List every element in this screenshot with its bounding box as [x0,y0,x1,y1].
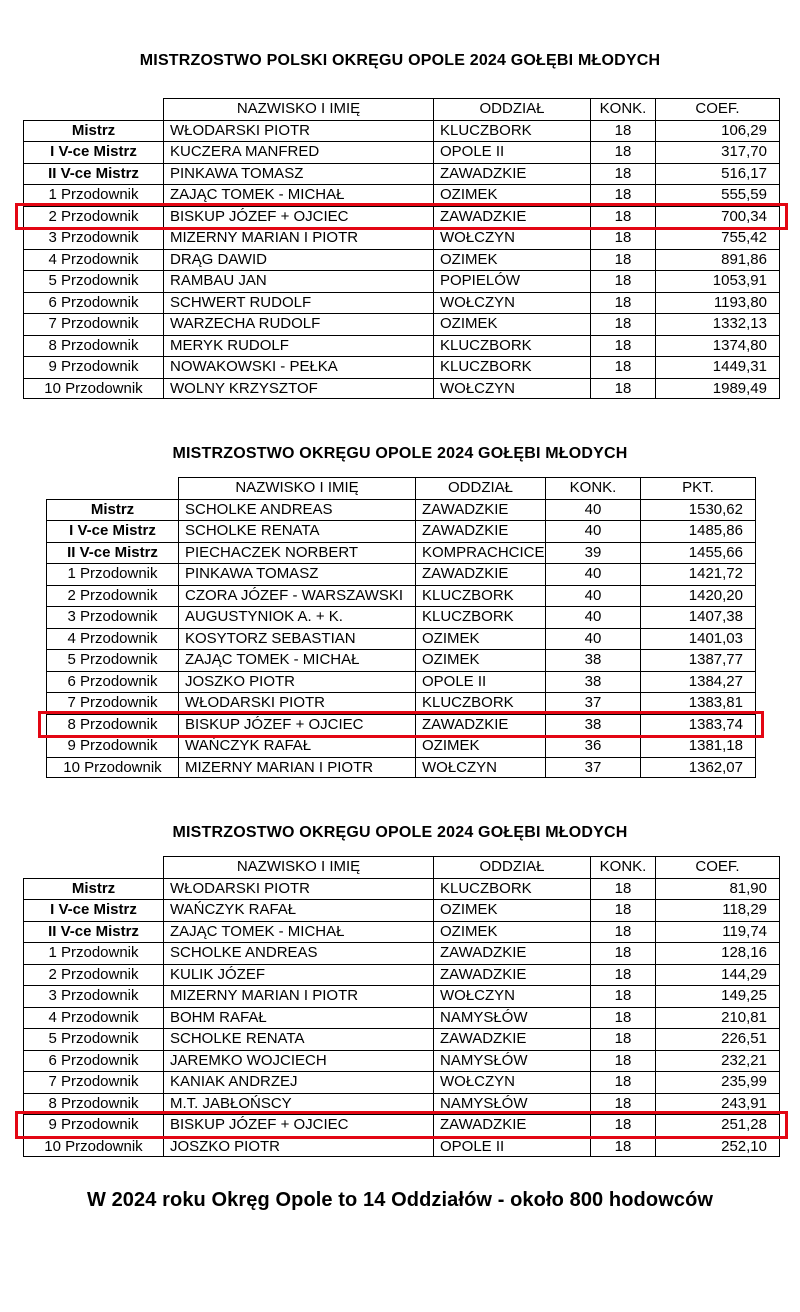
table-row [46,735,756,757]
cell-rank: 10 Przodownik [46,757,178,779]
cell-konk: 38 [545,649,640,671]
cell-name: PINKAWA TOMASZ [163,163,433,185]
table-row-highlighted [23,1114,780,1136]
cell-konk: 18 [590,899,655,921]
cell-value: 1381,18 [640,735,756,757]
cell-rank: 3 Przodownik [23,227,163,249]
cell-rank: 3 Przodownik [46,606,178,628]
cell-value: 128,16 [655,942,780,964]
cell-name: SCHOLKE RENATA [178,520,415,542]
cell-rank: 6 Przodownik [23,292,163,314]
cell-branch: WOŁCZYN [415,757,545,779]
cell-value: 1332,13 [655,313,780,335]
cell-konk: 18 [590,184,655,206]
document-page [0,52,800,1212]
cell-konk: 18 [590,878,655,900]
column-header-name: NAZWISKO I IMIĘ [163,98,433,120]
cell-rank: I V-ce Mistrz [23,141,163,163]
cell-konk: 18 [590,1114,655,1136]
cell-branch: POPIELÓW [433,270,590,292]
cell-rank: II V-ce Mistrz [46,542,178,564]
cell-value: 700,34 [655,206,780,228]
cell-name: M.T. JABŁOŃSCY [163,1093,433,1115]
table-row [23,313,780,335]
cell-value: 243,91 [655,1093,780,1115]
cell-value: 1455,66 [640,542,756,564]
cell-branch: OZIMEK [433,921,590,943]
cell-rank: 7 Przodownik [23,313,163,335]
cell-konk: 40 [545,628,640,650]
cell-name: MIZERNY MARIAN I PIOTR [163,985,433,1007]
cell-konk: 18 [590,313,655,335]
cell-branch: OPOLE II [433,141,590,163]
cell-name: BISKUP JÓZEF + OJCIEC [163,1114,433,1136]
table-row [46,563,756,585]
table-row [46,606,756,628]
cell-rank: 5 Przodownik [23,270,163,292]
cell-value: 1449,31 [655,356,780,378]
cell-name: MIZERNY MARIAN I PIOTR [163,227,433,249]
cell-rank: 7 Przodownik [23,1071,163,1093]
table-row [23,985,780,1007]
column-header-branch: ODDZIAŁ [415,477,545,499]
cell-name: MIZERNY MARIAN I PIOTR [178,757,415,779]
cell-konk: 18 [590,227,655,249]
cell-rank: 5 Przodownik [46,649,178,671]
cell-branch: ZAWADZKIE [433,163,590,185]
cell-branch: KLUCZBORK [433,878,590,900]
cell-name: WŁODARSKI PIOTR [163,878,433,900]
cell-konk: 40 [545,563,640,585]
table-row [23,942,780,964]
table-row [23,270,780,292]
cell-value: 251,28 [655,1114,780,1136]
column-header-value: PKT. [640,477,756,499]
table-mistrzostwo-okregu-coef [23,856,780,1157]
cell-konk: 18 [590,378,655,400]
cell-value: 1374,80 [655,335,780,357]
table-row [23,1071,780,1093]
cell-rank: Mistrz [23,120,163,142]
cell-rank: I V-ce Mistrz [23,899,163,921]
header-spacer [23,856,163,878]
cell-branch: KLUCZBORK [415,585,545,607]
cell-rank: 9 Przodownik [46,735,178,757]
cell-branch: KOMPRACHCICE [415,542,545,564]
cell-konk: 18 [590,163,655,185]
cell-name: KULIK JÓZEF [163,964,433,986]
cell-value: 226,51 [655,1028,780,1050]
cell-value: 1485,86 [640,520,756,542]
cell-rank: 9 Przodownik [23,356,163,378]
cell-value: 1530,62 [640,499,756,521]
cell-value: 1193,80 [655,292,780,314]
cell-konk: 18 [590,1093,655,1115]
cell-name: WARZECHA RUDOLF [163,313,433,335]
table3-title: MISTRZOSTWO OKRĘGU OPOLE 2024 GOŁĘBI MŁODYCH [172,824,628,841]
column-header-konk: KONK. [545,477,640,499]
cell-konk: 40 [545,520,640,542]
table-header-row [46,477,756,499]
cell-branch: ZAWADZKIE [433,1114,590,1136]
cell-name: WOLNY KRZYSZTOF [163,378,433,400]
cell-name: DRĄG DAWID [163,249,433,271]
cell-value: 1053,91 [655,270,780,292]
footer-note: W 2024 roku Okręg Opole to 14 Oddziałów - około 800 hodowców [86,1189,714,1211]
cell-rank: 5 Przodownik [23,1028,163,1050]
cell-konk: 40 [545,606,640,628]
table-row [23,120,780,142]
cell-value: 252,10 [655,1136,780,1158]
cell-branch: KLUCZBORK [415,606,545,628]
cell-rank: 3 Przodownik [23,985,163,1007]
cell-value: 755,42 [655,227,780,249]
table-row [23,1136,780,1158]
table-row [23,249,780,271]
cell-name: BOHM RAFAŁ [163,1007,433,1029]
column-header-branch: ODDZIAŁ [433,98,590,120]
cell-konk: 18 [590,249,655,271]
table-row [23,1007,780,1029]
cell-konk: 39 [545,542,640,564]
column-header-value: COEF. [655,856,780,878]
cell-branch: OPOLE II [433,1136,590,1158]
cell-branch: NAMYSŁÓW [433,1050,590,1072]
cell-value: 1420,20 [640,585,756,607]
cell-branch: OZIMEK [433,899,590,921]
table-row [46,692,756,714]
table-row [23,921,780,943]
cell-rank: 4 Przodownik [23,249,163,271]
cell-rank: 2 Przodownik [23,206,163,228]
table-header-row [23,98,780,120]
cell-branch: NAMYSŁÓW [433,1093,590,1115]
cell-rank: II V-ce Mistrz [23,163,163,185]
column-header-konk: KONK. [590,98,655,120]
cell-rank: 1 Przodownik [46,563,178,585]
cell-name: WŁODARSKI PIOTR [163,120,433,142]
cell-konk: 18 [590,942,655,964]
cell-konk: 18 [590,964,655,986]
cell-name: SCHOLKE RENATA [163,1028,433,1050]
cell-name: BISKUP JÓZEF + OJCIEC [163,206,433,228]
cell-rank: 10 Przodownik [23,378,163,400]
cell-branch: ZAWADZKIE [415,499,545,521]
cell-name: SCHOLKE ANDREAS [178,499,415,521]
table-row [23,184,780,206]
cell-branch: ZAWADZKIE [415,714,545,736]
cell-branch: KLUCZBORK [433,335,590,357]
cell-value: 235,99 [655,1071,780,1093]
table-row [23,1028,780,1050]
cell-value: 555,59 [655,184,780,206]
table-row [23,964,780,986]
cell-konk: 18 [590,1007,655,1029]
cell-value: 1383,74 [640,714,756,736]
cell-konk: 18 [590,141,655,163]
cell-branch: WOŁCZYN [433,292,590,314]
cell-konk: 38 [545,671,640,693]
cell-name: ZAJĄC TOMEK - MICHAŁ [163,921,433,943]
cell-konk: 18 [590,1071,655,1093]
column-header-branch: ODDZIAŁ [433,856,590,878]
cell-name: ZAJĄC TOMEK - MICHAŁ [178,649,415,671]
cell-name: BISKUP JÓZEF + OJCIEC [178,714,415,736]
cell-name: ZAJĄC TOMEK - MICHAŁ [163,184,433,206]
cell-rank: II V-ce Mistrz [23,921,163,943]
cell-branch: OPOLE II [415,671,545,693]
cell-branch: KLUCZBORK [433,120,590,142]
table-row [46,520,756,542]
cell-konk: 18 [590,206,655,228]
cell-name: JOSZKO PIOTR [178,671,415,693]
table-row [23,378,780,400]
table-row [23,141,780,163]
cell-value: 149,25 [655,985,780,1007]
cell-branch: OZIMEK [433,249,590,271]
cell-rank: 9 Przodownik [23,1114,163,1136]
cell-branch: NAMYSŁÓW [433,1007,590,1029]
cell-branch: KLUCZBORK [433,356,590,378]
cell-value: 1989,49 [655,378,780,400]
cell-branch: ZAWADZKIE [433,1028,590,1050]
cell-value: 232,21 [655,1050,780,1072]
cell-konk: 18 [590,292,655,314]
cell-name: SCHWERT RUDOLF [163,292,433,314]
cell-branch: ZAWADZKIE [433,206,590,228]
cell-name: KUCZERA MANFRED [163,141,433,163]
cell-value: 119,74 [655,921,780,943]
table-row [46,671,756,693]
cell-branch: ZAWADZKIE [433,942,590,964]
cell-name: WAŃCZYK RAFAŁ [178,735,415,757]
cell-rank: 4 Przodownik [46,628,178,650]
table-row [46,499,756,521]
cell-branch: WOŁCZYN [433,1071,590,1093]
cell-rank: 8 Przodownik [23,1093,163,1115]
cell-branch: OZIMEK [415,649,545,671]
cell-konk: 36 [545,735,640,757]
cell-value: 1421,72 [640,563,756,585]
table2-title: MISTRZOSTWO OKRĘGU OPOLE 2024 GOŁĘBI MŁODYCH [172,445,628,462]
cell-rank: 6 Przodownik [23,1050,163,1072]
cell-konk: 40 [545,585,640,607]
cell-name: WAŃCZYK RAFAŁ [163,899,433,921]
cell-name: NOWAKOWSKI - PEŁKA [163,356,433,378]
table-mistrzostwo-polski [23,98,780,399]
cell-branch: ZAWADZKIE [415,520,545,542]
cell-name: AUGUSTYNIOK A. + K. [178,606,415,628]
cell-branch: WOŁCZYN [433,985,590,1007]
cell-name: CZORA JÓZEF - WARSZAWSKI [178,585,415,607]
cell-konk: 18 [590,356,655,378]
table1-title: MISTRZOSTWO POLSKI OKRĘGU OPOLE 2024 GOŁĘBI MŁODYCH [139,52,661,69]
cell-name: WŁODARSKI PIOTR [178,692,415,714]
table-row [46,628,756,650]
table-row [23,1093,780,1115]
cell-rank: 7 Przodownik [46,692,178,714]
cell-konk: 38 [545,714,640,736]
column-header-name: NAZWISKO I IMIĘ [178,477,415,499]
cell-name: KOSYTORZ SEBASTIAN [178,628,415,650]
cell-rank: 2 Przodownik [46,585,178,607]
table-row [23,335,780,357]
cell-konk: 18 [590,270,655,292]
cell-branch: OZIMEK [433,313,590,335]
table-row [23,292,780,314]
table-row [23,878,780,900]
column-header-konk: KONK. [590,856,655,878]
cell-name: PIECHACZEK NORBERT [178,542,415,564]
cell-konk: 18 [590,1136,655,1158]
cell-value: 516,17 [655,163,780,185]
table-row [23,356,780,378]
cell-branch: ZAWADZKIE [433,964,590,986]
cell-konk: 37 [545,757,640,779]
cell-branch: KLUCZBORK [415,692,545,714]
cell-konk: 18 [590,1028,655,1050]
cell-value: 1407,38 [640,606,756,628]
header-spacer [23,98,163,120]
cell-rank: 6 Przodownik [46,671,178,693]
cell-konk: 37 [545,692,640,714]
cell-konk: 18 [590,335,655,357]
cell-rank: I V-ce Mistrz [46,520,178,542]
table-row [46,649,756,671]
cell-konk: 18 [590,1050,655,1072]
cell-value: 144,29 [655,964,780,986]
cell-value: 1387,77 [640,649,756,671]
cell-value: 1383,81 [640,692,756,714]
cell-branch: WOŁCZYN [433,378,590,400]
header-spacer [46,477,178,499]
cell-name: RAMBAU JAN [163,270,433,292]
cell-branch: WOŁCZYN [433,227,590,249]
cell-value: 317,70 [655,141,780,163]
cell-branch: OZIMEK [415,628,545,650]
cell-branch: OZIMEK [433,184,590,206]
cell-rank: 8 Przodownik [23,335,163,357]
cell-konk: 18 [590,120,655,142]
cell-rank: 2 Przodownik [23,964,163,986]
cell-name: PINKAWA TOMASZ [178,563,415,585]
cell-name: JAREMKO WOJCIECH [163,1050,433,1072]
cell-value: 210,81 [655,1007,780,1029]
table-row [23,1050,780,1072]
table-row-highlighted [46,714,756,736]
table-row [23,163,780,185]
cell-rank: 1 Przodownik [23,942,163,964]
cell-branch: OZIMEK [415,735,545,757]
column-header-value: COEF. [655,98,780,120]
table-row [46,585,756,607]
cell-konk: 18 [590,985,655,1007]
cell-rank: 10 Przodownik [23,1136,163,1158]
table-row [23,899,780,921]
cell-value: 1362,07 [640,757,756,779]
cell-value: 106,29 [655,120,780,142]
cell-konk: 18 [590,921,655,943]
table-mistrzostwo-okregu-pkt [46,477,756,778]
table-row [46,542,756,564]
cell-value: 81,90 [655,878,780,900]
table-row [46,757,756,779]
cell-branch: ZAWADZKIE [415,563,545,585]
cell-konk: 40 [545,499,640,521]
cell-rank: Mistrz [46,499,178,521]
table-header-row [23,856,780,878]
cell-name: JOSZKO PIOTR [163,1136,433,1158]
cell-name: KANIAK ANDRZEJ [163,1071,433,1093]
cell-value: 891,86 [655,249,780,271]
cell-rank: 8 Przodownik [46,714,178,736]
cell-rank: 4 Przodownik [23,1007,163,1029]
cell-rank: 1 Przodownik [23,184,163,206]
cell-value: 1384,27 [640,671,756,693]
table-row-highlighted [23,206,780,228]
table-row [23,227,780,249]
cell-value: 118,29 [655,899,780,921]
column-header-name: NAZWISKO I IMIĘ [163,856,433,878]
cell-name: MERYK RUDOLF [163,335,433,357]
cell-name: SCHOLKE ANDREAS [163,942,433,964]
cell-rank: Mistrz [23,878,163,900]
cell-value: 1401,03 [640,628,756,650]
